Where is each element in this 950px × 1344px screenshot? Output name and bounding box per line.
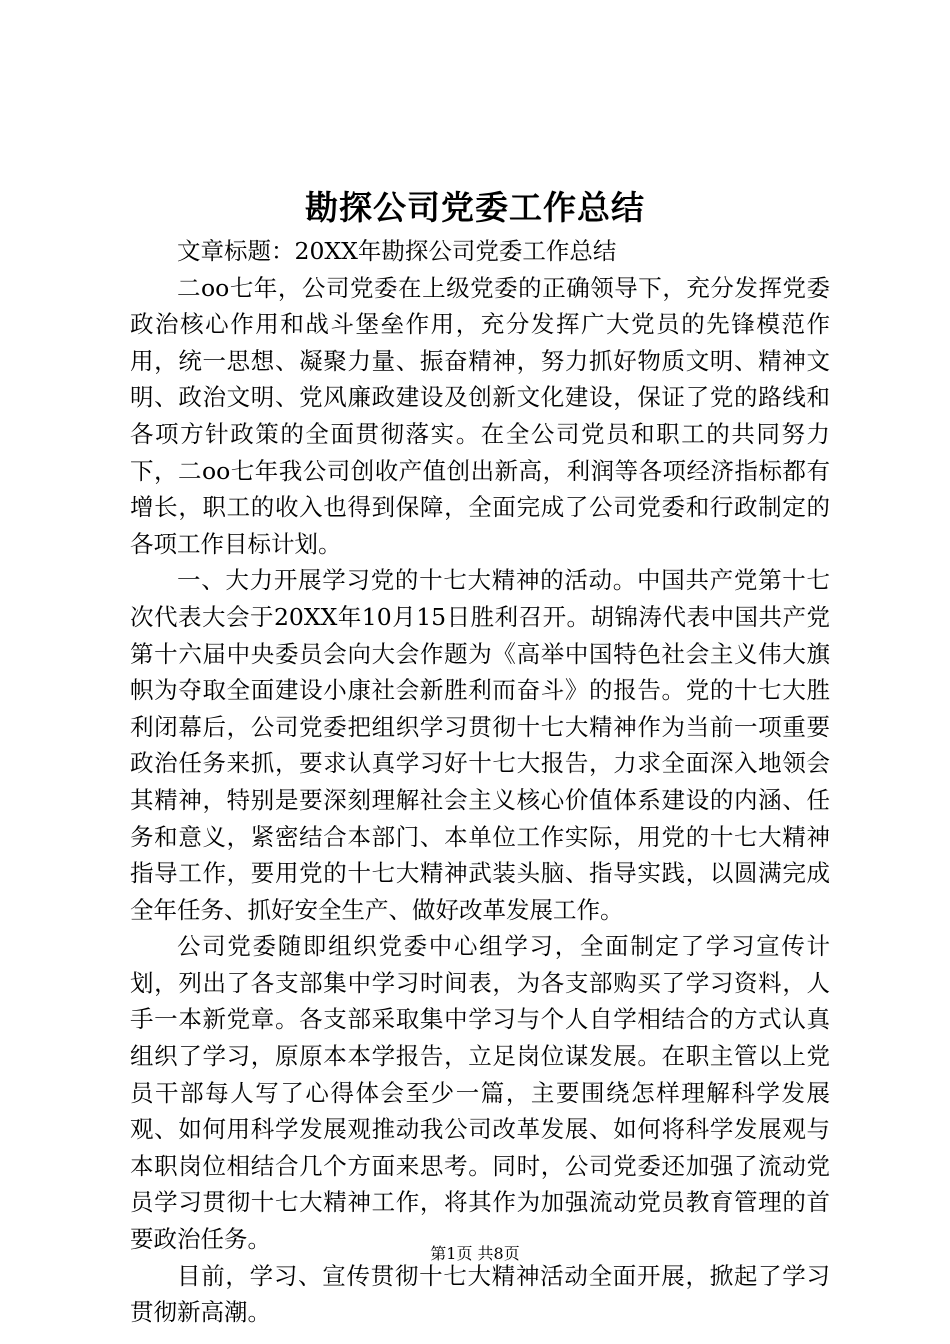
paragraph-section-one: 一、大力开展学习党的十七大精神的活动。中国共产党第十七次代表大会于20XX年10月15日胜利召开。胡锦涛代表中国共产党第十六届中央委员会向大会作题为《高举中国特色社会主义伟大旗帜为夺取全面建设小康社会新胜利而奋斗》的报告。党的十七大胜利闭幕后，公司党委把组织学习贯彻十七大精神作为当前一项重要政治任务来抓，要求认真学习好十七大报告，力求全面深入地领会其精神，特别是要深刻理解社会主义核心价值体系建设的内涵、任务和意义，紧密结合本部门、本单位工作实际，用党的十七大精神指导工作，要用党的十七大精神武装头脑、指导实践，以圆满完成全年任务、抓好安全生产、做好改革发展工作。 [130,566,830,924]
article-title-line: 文章标题：20XX年勘探公司党委工作总结 [177,237,617,265]
paragraph-current-status: 目前，学习、宣传贯彻十七大精神活动全面开展，掀起了学习贯彻新高潮。 [130,1261,830,1327]
document-title: 勘探公司党委工作总结 [305,188,645,227]
paragraph-study-organization: 公司党委随即组织党委中心组学习，全面制定了学习宣传计划，列出了各支部集中学习时间表，为各支部购买了学习资料，人手一本新党章。各支部采取集中学习与个人自学相结合的方式认真组织了学习，原原本本学报告，立足岗位谋发展。在职主管以上党员干部每人写了心得体会至少一篇，主要围绕怎样理解科学发展观、如何用科学发展观推动我公司改革发展、如何将科学发展观与本职岗位相结合几个方面来思考。同时，公司党委还加强了流动党员学习贯彻十七大精神工作，将其作为加强流动党员教育管理的首要政治任务。 [130,932,830,1254]
page-number-footer: 第1页 共8页 [430,1244,520,1263]
paragraph-intro: 二oo七年，公司党委在上级党委的正确领导下，充分发挥党委政治核心作用和战斗堡垒作用，充分发挥广大党员的先锋模范作用，统一思想、凝聚力量、振奋精神，努力抓好物质文明、精神文明、政治文明、党风廉政建设及创新文化建设，保证了党的路线和各项方针政策的全面贯彻落实。在全公司党员和职工的共同努力下，二oo七年我公司创收产值创出新高，利润等各项经济指标都有增长，职工的收入也得到保障，全面完成了公司党委和行政制定的各项工作目标计划。 [130,273,830,558]
document-body [130,233,830,1331]
